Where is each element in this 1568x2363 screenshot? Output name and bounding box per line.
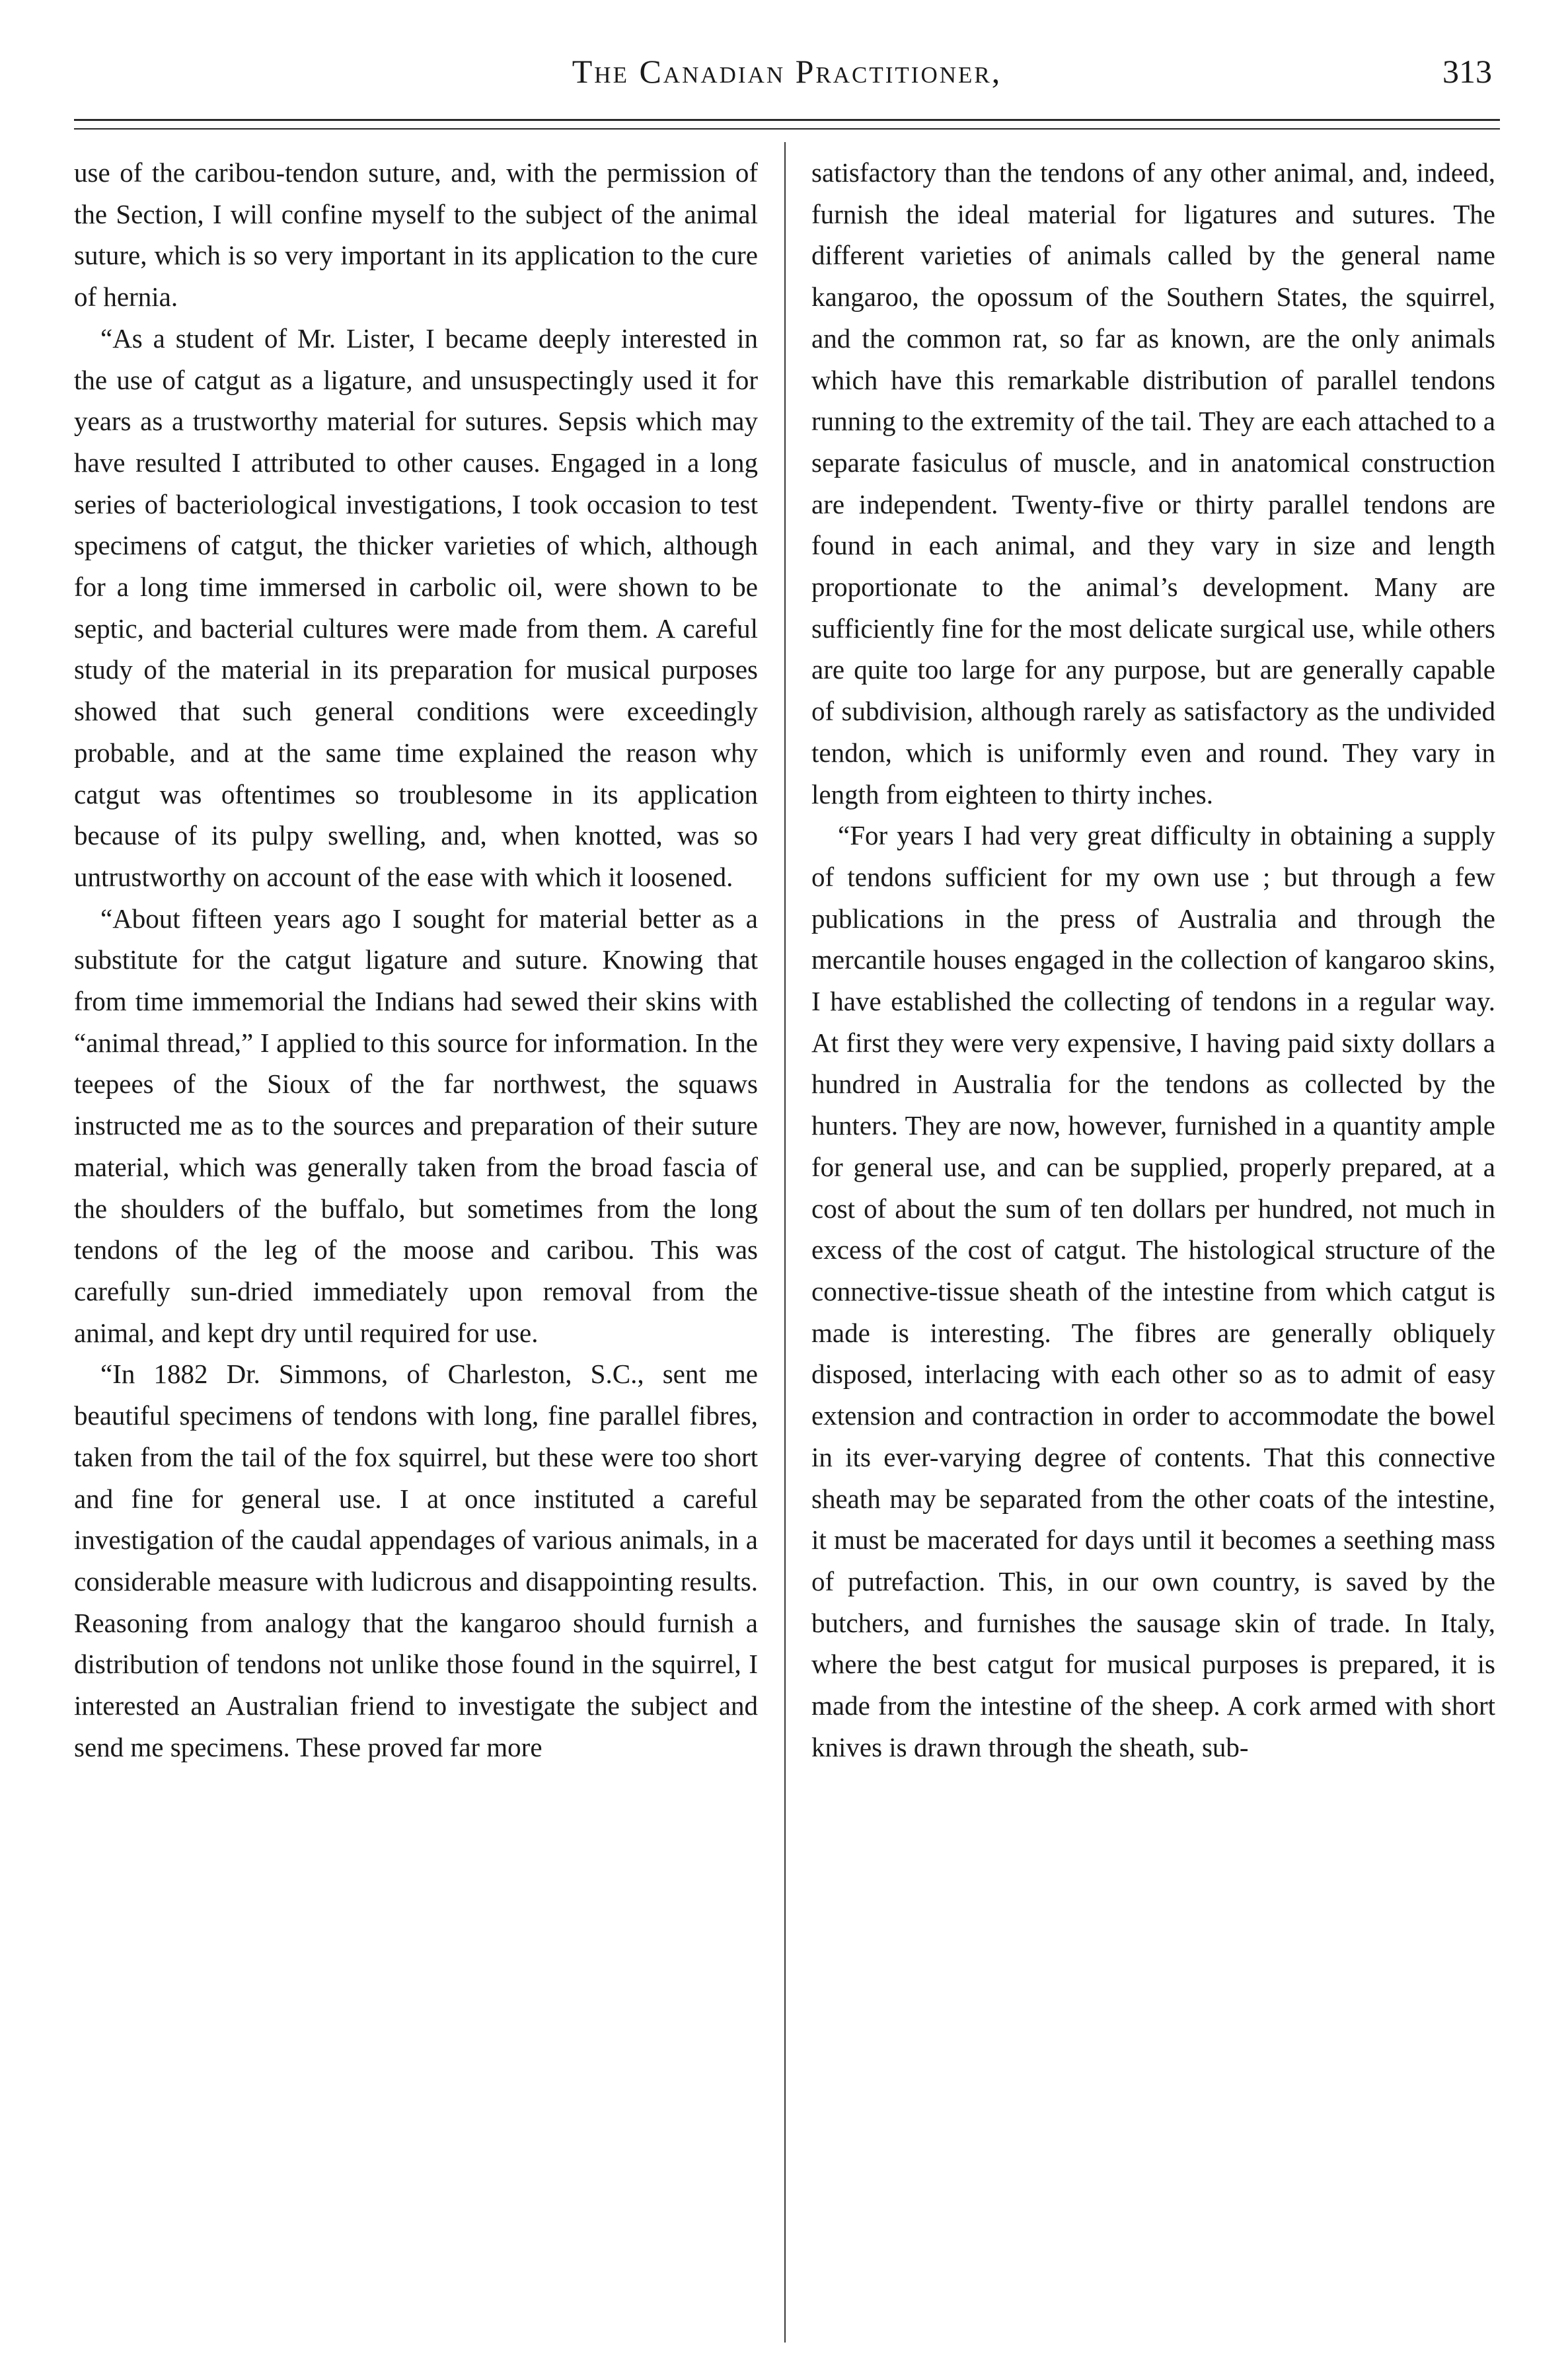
- paragraph: “In 1882 Dr. Simmons, of Charleston, S.C., sent me beautiful specimens of tendons with long, fine parallel fibres, taken from the tail of the fox squirrel, but these were too short and fine for general use. I at once instituted a careful investigation of the caudal appendages of various animals, in a considerable measure with ludicrous and disappointing results. Reasoning from analogy that the kangaroo should furnish a distribution of tendons not unlike those found in the squirrel, I interested an Australian friend to investigate the subject and send me specimens. These proved far more: [74, 1359, 758, 1762]
- paragraph: use of the caribou-tendon suture, and, with the permission of the Section, I will confine myself to the subject of the animal suture, which is so very important in its application to the cure of hernia.: [74, 157, 758, 313]
- running-title: The Canadian Practitioner,: [572, 53, 1002, 90]
- page-header: [74, 38, 1500, 104]
- left-column: [74, 152, 758, 2333]
- paragraph: “For years I had very great difficulty in obtaining a supply of tendons sufficient for my own use ; but through a few publications in the press of Australia and through the mercantile houses engaged in the collection of kangaroo skins, I have established the collecting of tendons in a regular way. At first they were very expensive, I having paid sixty dollars a hundred in Australia for the tendons as collected by the hunters. They are now, however, furnished in a quantity ample for general use, and can be supplied, properly prepared, at a cost of about the sum of ten dollars per hundred, not much in excess of the cost of catgut. The histological structure of the connective-tissue sheath of the intestine from which catgut is made is interesting. The fibres are generally obliquely disposed, interlacing with each other so as to admit of easy extension and contraction in order to accommodate the bowel in its ever-varying degree of contents. That this connective sheath may be separated from the other coats of the intestine, it must be macerated for days until it becomes a seething mass of putrefaction. This, in our own country, is saved by the butchers, and furnishes the sausage skin of trade. In Italy, where the best catgut for musical purposes is prepared, it is made from the intestine of the sheep. A cork armed with short knives is drawn through the sheath, sub-: [811, 820, 1495, 1762]
- paragraph: “As a student of Mr. Lister, I became deeply interested in the use of catgut as a ligature, and unsuspectingly used it for years as a trustworthy material for sutures. Sepsis which may have resulted I attributed to other causes. Engaged in a long series of bacteriological investigations, I took occasion to test specimens of catgut, the thicker varieties of which, although for a long time immersed in carbolic oil, were shown to be septic, and bacterial cultures were made from them. A careful study of the material in its preparation for musical purposes showed that such general conditions were exceedingly probable, and at the same time explained the reason why catgut was oftentimes so troublesome in its application because of its pulpy swelling, and, when knotted, was so untrustworthy on account of the ease with which it loosened.: [74, 322, 758, 892]
- header-rule-bottom: [74, 128, 1500, 130]
- header-rule-top: [74, 119, 1500, 121]
- right-column: [811, 152, 1495, 2333]
- paragraph: satisfactory than the tendons of any other animal, and, indeed, furnish the ideal material for ligatures and sutures. The different varieties of animals called by the general name kangaroo, the opossum of the Southern States, the squirrel, and the common rat, so far as known, are the only animals which have this remarkable distribution of parallel tendons running to the extremity of the tail. They are each attached to a separate fasiculus of muscle, and in anatomical construction are independent. Twenty-five or thirty parallel tendons are found in each animal, and they vary in size and length proportionate to the animal’s development. Many are sufficiently fine for the most delicate surgical use, while others are quite too large for any purpose, but are generally capable of subdivision, although rarely as satisfactory as the undivided tendon, which is uniformly even and round. They vary in length from eighteen to thirty inches.: [811, 157, 1495, 809]
- page-number: 313: [1442, 53, 1492, 90]
- column-divider: [784, 142, 786, 2343]
- paragraph: “About fifteen years ago I sought for material better as a substitute for the catgut ligature and suture. Knowing that from time immemorial the Indians had sewed their skins with “animal thread,” I applied to this source for information. In the teepees of the Sioux of the far northwest, the squaws instructed me as to the sources and preparation of their suture material, which was generally taken from the broad fascia of the shoulders of the buffalo, but sometimes from the long tendons of the leg of the moose and caribou. This was carefully sun-dried immediately upon removal from the animal, and kept dry until required for use.: [74, 903, 758, 1348]
